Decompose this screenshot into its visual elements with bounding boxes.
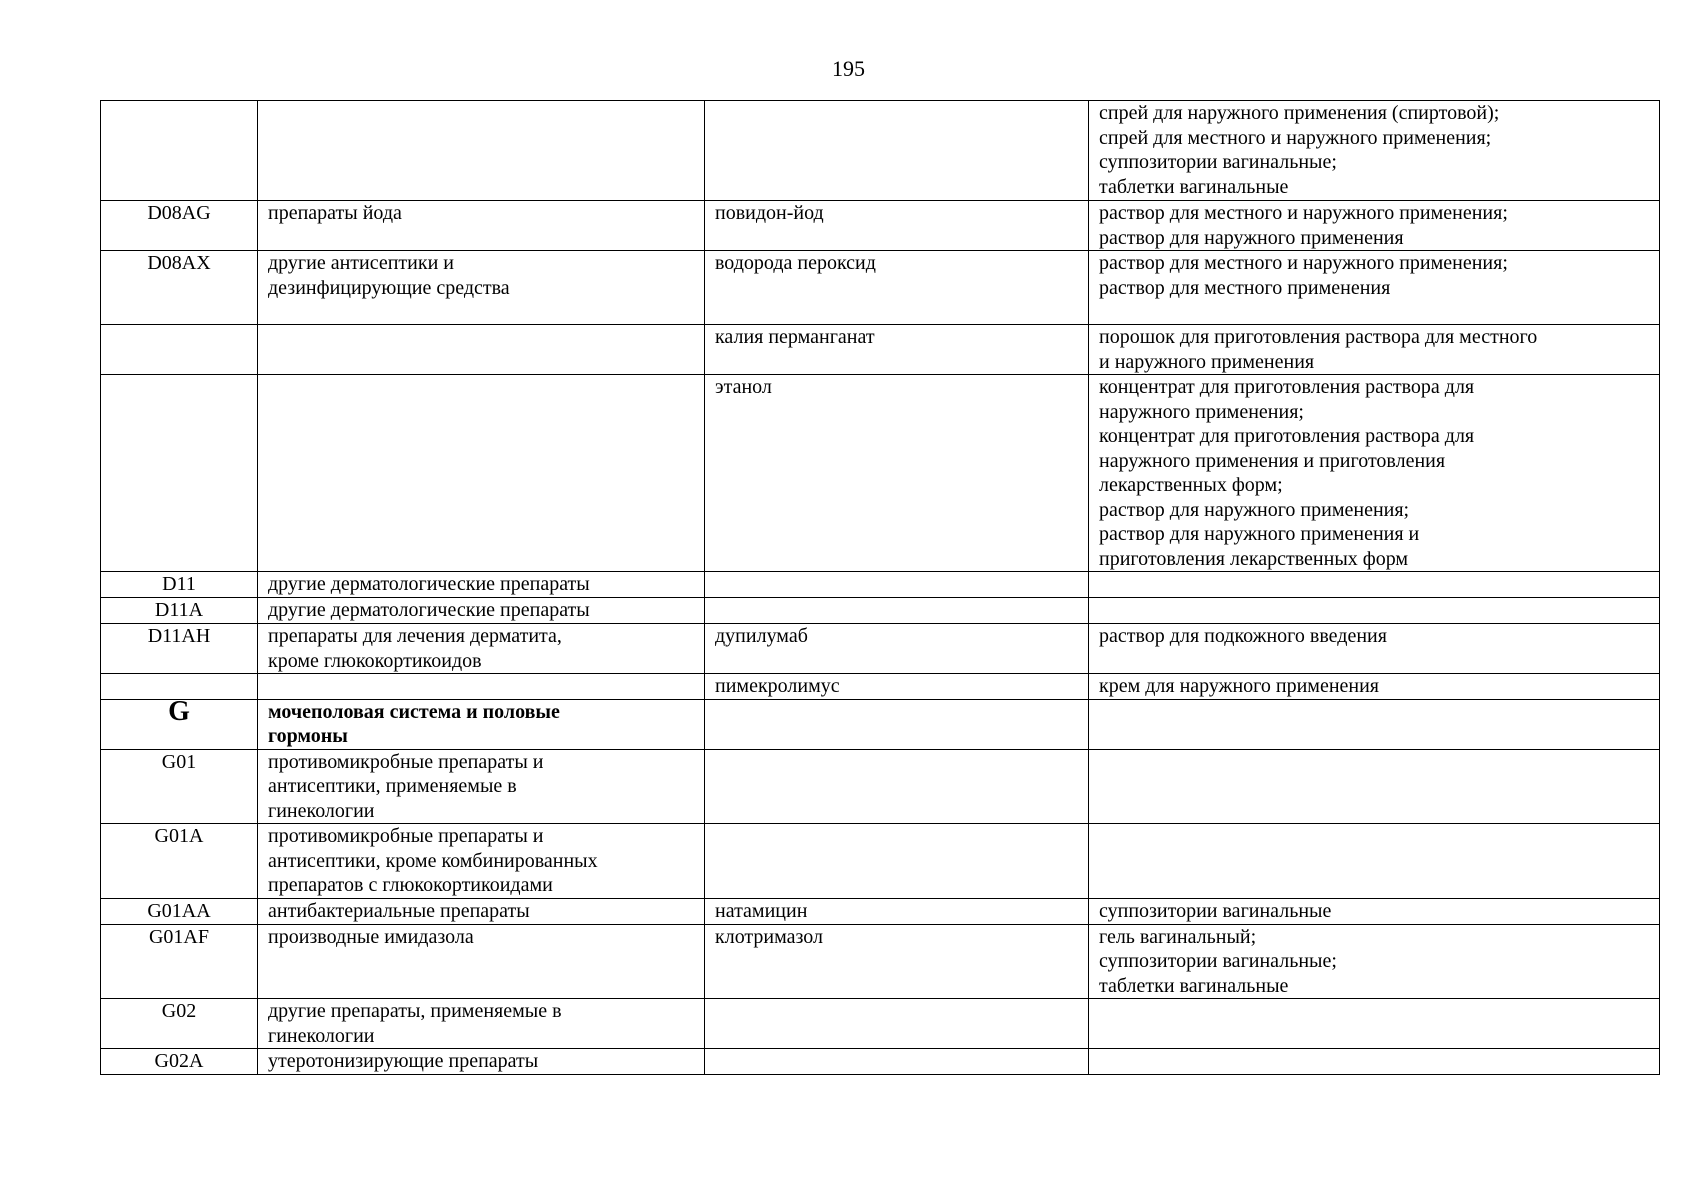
- table-row: [101, 624, 1660, 674]
- group-name-line: другие дерматологические препараты: [268, 573, 590, 595]
- dosage-forms-cell: [1089, 999, 1660, 1049]
- dosage-form-line: суппозитории вагинальные;: [1099, 950, 1337, 972]
- atc-code-cell: G01AA: [101, 898, 258, 924]
- drug-name-cell: [705, 699, 1089, 749]
- dosage-form-line: суппозитории вагинальные;: [1099, 151, 1337, 173]
- dosage-forms-cell: [1089, 251, 1660, 325]
- dosage-form-line: концентрат для приготовления раствора для: [1099, 425, 1475, 447]
- group-name-line: другие антисептики и: [268, 252, 454, 274]
- atc-code-cell: G01AF: [101, 924, 258, 999]
- atc-code-cell: [101, 101, 258, 201]
- dosage-form-line: раствор для наружного применения и: [1099, 523, 1420, 545]
- dosage-forms-cell: [1089, 749, 1660, 824]
- drug-name-cell: [705, 598, 1089, 624]
- dosage-forms-cell: [1089, 1049, 1660, 1075]
- atc-code-cell: D08AX: [101, 251, 258, 325]
- dosage-form-line: наружного применения;: [1099, 400, 1304, 423]
- group-name-cell: [258, 749, 705, 824]
- drug-name-cell: пимекролимус: [705, 674, 1089, 700]
- drug-name-cell: дупилумаб: [705, 624, 1089, 674]
- group-name-line: кроме глюкокортикоидов: [268, 649, 482, 672]
- atc-code-cell: [101, 674, 258, 700]
- drug-name-cell: [705, 999, 1089, 1049]
- table-row: [101, 674, 1660, 700]
- table-row: [101, 251, 1660, 325]
- table-row: [101, 924, 1660, 999]
- group-name-line: препараты для лечения дерматита,: [268, 625, 562, 647]
- group-name-line: другие препараты, применяемые в: [268, 1000, 562, 1022]
- page-number: 195: [832, 56, 865, 81]
- dosage-forms-cell: [1089, 699, 1660, 749]
- dosage-form-line: раствор для местного применения: [1099, 276, 1391, 299]
- group-name-line: антибактериальные препараты: [268, 899, 530, 922]
- dosage-forms-cell: [1089, 674, 1660, 700]
- dosage-form-line: раствор для местного и наружного применения;: [1099, 252, 1508, 274]
- atc-code-cell: [101, 375, 258, 572]
- atc-code-cell: G02: [101, 999, 258, 1049]
- table-row: [101, 1049, 1660, 1075]
- dosage-form-line: раствор для наружного применения;: [1099, 498, 1410, 521]
- drug-name-cell: повидон-йод: [705, 201, 1089, 251]
- group-name-line: производные имидазола: [268, 925, 474, 948]
- dosage-forms-cell: [1089, 624, 1660, 674]
- table-row: [101, 375, 1660, 572]
- dosage-form-line: лекарственных форм;: [1099, 474, 1283, 496]
- group-name-cell: [258, 598, 705, 624]
- dosage-forms-cell: [1089, 824, 1660, 899]
- group-name-line: гормоны: [268, 725, 348, 747]
- drug-name-cell: [705, 749, 1089, 824]
- dosage-forms-cell: [1089, 325, 1660, 375]
- group-name-cell: [258, 325, 705, 375]
- table-row: [101, 824, 1660, 899]
- group-name-line: препаратов с глюкокортикоидами: [268, 874, 553, 896]
- dosage-form-line: порошок для приготовления раствора для местного: [1099, 326, 1538, 348]
- dosage-form-line: суппозитории вагинальные: [1099, 899, 1332, 922]
- group-name-cell: [258, 201, 705, 251]
- table-row: [101, 325, 1660, 375]
- group-name-line: дезинфицирующие средства: [268, 276, 510, 299]
- table-row: [101, 572, 1660, 598]
- dosage-forms-cell: [1089, 924, 1660, 999]
- drug-table: [100, 100, 1660, 1075]
- group-name-line: антисептики, кроме комбинированных: [268, 849, 598, 872]
- dosage-forms-cell: [1089, 598, 1660, 624]
- dosage-form-line: таблетки вагинальные: [1099, 974, 1289, 997]
- drug-name-cell: этанол: [705, 375, 1089, 572]
- table-row: [101, 999, 1660, 1049]
- group-name-line: противомикробные препараты и: [268, 825, 544, 847]
- drug-name-cell: [705, 101, 1089, 201]
- dosage-form-line: раствор для подкожного введения: [1099, 625, 1387, 647]
- dosage-forms-cell: [1089, 572, 1660, 598]
- dosage-forms-cell: [1089, 898, 1660, 924]
- dosage-form-line: раствор для наружного применения: [1099, 226, 1404, 249]
- atc-code-cell: D08AG: [101, 201, 258, 251]
- group-name-line: антисептики, применяемые в: [268, 775, 517, 797]
- dosage-form-line: раствор для местного и наружного применения;: [1099, 202, 1508, 224]
- group-name-line: другие дерматологические препараты: [268, 599, 590, 621]
- group-name-cell: [258, 251, 705, 325]
- dosage-form-line: концентрат для приготовления раствора для: [1099, 376, 1475, 398]
- drug-name-cell: [705, 1049, 1089, 1075]
- group-name-cell: [258, 101, 705, 201]
- group-name-line: мочеполовая система и половые: [268, 700, 560, 723]
- table-row: [101, 101, 1660, 201]
- group-name-cell: [258, 674, 705, 700]
- table-row: [101, 598, 1660, 624]
- dosage-form-line: спрей для наружного применения (спиртовой);: [1099, 102, 1500, 124]
- dosage-form-line: таблетки вагинальные: [1099, 175, 1289, 198]
- group-name-cell: [258, 898, 705, 924]
- drug-table-body: [101, 101, 1660, 1075]
- dosage-forms-cell: [1089, 201, 1660, 251]
- dosage-forms-cell: [1089, 375, 1660, 572]
- drug-name-cell: [705, 572, 1089, 598]
- group-name-cell: [258, 1049, 705, 1075]
- group-name-cell: [258, 924, 705, 999]
- drug-name-cell: водорода пероксид: [705, 251, 1089, 325]
- group-name-line: утеротонизирующие препараты: [268, 1050, 539, 1072]
- atc-code-cell: D11A: [101, 598, 258, 624]
- drug-name-cell: [705, 824, 1089, 899]
- group-name-cell: [258, 624, 705, 674]
- drug-name-cell: клотримазол: [705, 924, 1089, 999]
- drug-name-cell: натамицин: [705, 898, 1089, 924]
- table-row: [101, 749, 1660, 824]
- dosage-form-line: наружного применения и приготовления: [1099, 449, 1446, 472]
- atc-code-cell: G02A: [101, 1049, 258, 1075]
- group-name-cell: [258, 572, 705, 598]
- group-name-line: гинекологии: [268, 1024, 375, 1047]
- group-name-cell: [258, 375, 705, 572]
- atc-code-cell: [101, 325, 258, 375]
- atc-code-cell: G: [101, 699, 258, 749]
- atc-code-cell: G01: [101, 749, 258, 824]
- drug-name-cell: калия перманганат: [705, 325, 1089, 375]
- group-name-cell: [258, 699, 705, 749]
- table-row: [101, 699, 1660, 749]
- group-name-line: гинекологии: [268, 799, 375, 822]
- atc-code-cell: D11: [101, 572, 258, 598]
- dosage-form-line: приготовления лекарственных форм: [1099, 547, 1409, 570]
- atc-code-cell: G01A: [101, 824, 258, 899]
- table-row: [101, 201, 1660, 251]
- table-row: [101, 898, 1660, 924]
- group-name-line: препараты йода: [268, 202, 402, 224]
- dosage-form-line: крем для наружного применения: [1099, 675, 1380, 697]
- atc-code-cell: D11AH: [101, 624, 258, 674]
- dosage-form-line: гель вагинальный;: [1099, 925, 1257, 948]
- group-name-cell: [258, 824, 705, 899]
- dosage-forms-cell: [1089, 101, 1660, 201]
- dosage-form-line: и наружного применения: [1099, 350, 1315, 373]
- group-name-cell: [258, 999, 705, 1049]
- dosage-form-line: спрей для местного и наружного применения;: [1099, 126, 1492, 149]
- group-name-line: противомикробные препараты и: [268, 750, 544, 773]
